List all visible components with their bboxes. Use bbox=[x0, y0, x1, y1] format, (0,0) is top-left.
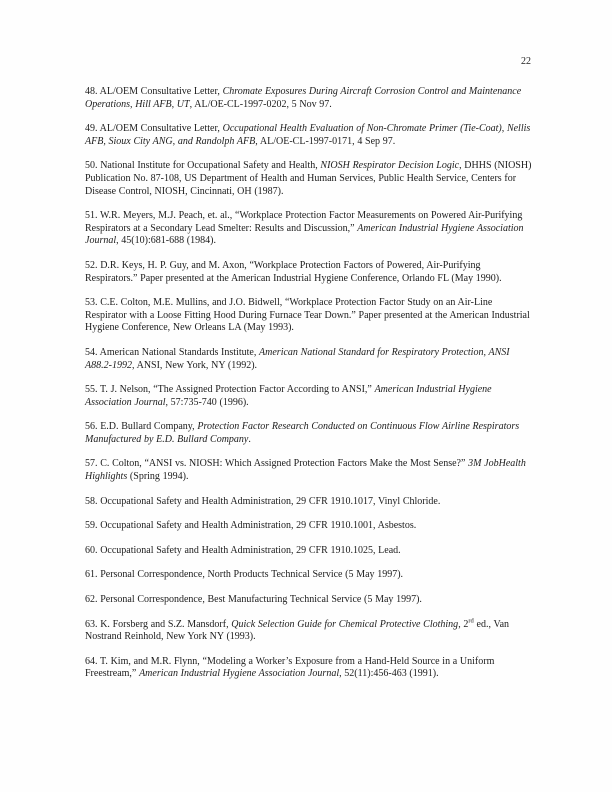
reference-text: , 57:735-740 (1996). bbox=[165, 396, 249, 408]
reference-item bbox=[85, 123, 533, 148]
reference-text: 63. K. Forsberg and S.Z. Mansdorf, bbox=[85, 618, 232, 630]
references-list bbox=[85, 86, 533, 693]
reference-title-italic: American National Standard for Respiratory Protection, ANSI A88.2-1992 bbox=[85, 346, 510, 371]
reference-text: , ANSI, New York, NY (1992). bbox=[131, 359, 258, 371]
page-number: 22 bbox=[521, 56, 531, 67]
reference-title-italic: American Industrial Hygiene Association Journal bbox=[85, 222, 524, 247]
reference-text: 48. AL/OEM Consultative Letter, bbox=[85, 86, 223, 97]
reference-title-italic: American Industrial Hygiene Association Journal bbox=[139, 668, 340, 680]
reference-text: 64. T. Kim, and M.R. Flynn, “Modeling a Worker’s Exposure from a Hand-Held Source in a Uniform Freestream,” bbox=[85, 655, 495, 680]
reference-item bbox=[85, 347, 533, 372]
reference-text: ed., Van Nostrand Reinhold, New York NY (1993). bbox=[85, 618, 510, 643]
reference-item bbox=[85, 619, 533, 644]
reference-item bbox=[85, 421, 533, 446]
reference-item bbox=[85, 384, 533, 409]
reference-title-italic: 3M JobHealth Highlights bbox=[85, 458, 526, 483]
reference-item bbox=[85, 260, 533, 285]
reference-text: 61. Personal Correspondence, North Products Technical Service (5 May 1997). bbox=[85, 569, 404, 581]
reference-text: , AL/OE-CL-1997-0171, 4 Sep 97. bbox=[255, 135, 396, 147]
reference-item bbox=[85, 86, 533, 111]
reference-text: , 2 bbox=[458, 618, 469, 630]
reference-text: , 45(10):681-688 (1984). bbox=[116, 235, 216, 247]
reference-text: (Spring 1994). bbox=[127, 471, 189, 483]
reference-text: 60. Occupational Safety and Health Administration, 29 CFR 1910.1025, Lead. bbox=[85, 544, 401, 556]
reference-title-italic: Quick Selection Guide for Chemical Protective Clothing bbox=[231, 618, 459, 630]
reference-item bbox=[85, 496, 533, 509]
reference-text: 53. C.E. Colton, M.E. Mullins, and J.O. Bidwell, “Workplace Protection Factor Study on an Air-Line Respirator with a Loose Fitting Hood During Furnace Tear Down.” Paper presented at the American Industrial Hygiene Conference, New Orleans LA (May 1993). bbox=[85, 297, 530, 334]
reference-text: 55. T. J. Nelson, “The Assigned Protection Factor According to ANSI,” bbox=[85, 384, 375, 396]
reference-text: 49. AL/OEM Consultative Letter, bbox=[85, 123, 223, 135]
reference-text: , 52(11):456-463 (1991). bbox=[339, 668, 439, 680]
reference-superscript: rd bbox=[468, 617, 474, 625]
reference-text: , DHHS (NIOSH) Publication No. 87-108, US Department of Health and Human Services, Public Health Service, Centers for Disease Control, NIOSH, Cincinnati, OH (1987). bbox=[85, 160, 532, 197]
reference-title-italic: NIOSH Respirator Decision Logic bbox=[320, 160, 460, 172]
reference-title-italic: Occupational Health Evaluation of Non-Chromate Primer (Tie-Coat), Nellis AFB, Sioux City ANG, and Randolph AFB bbox=[85, 123, 531, 147]
reference-text: 56. E.D. Bullard Company, bbox=[85, 421, 198, 433]
reference-text: 51. W.R. Meyers, M.J. Peach, et. al., “Workplace Protection Factor Measurements on Powered Air-Purifying Respirators at a Secondary Lead Smelter: Results and Discussion,” bbox=[85, 210, 523, 234]
reference-text: 54. American National Standards Institute, bbox=[85, 346, 260, 358]
reference-item bbox=[85, 569, 533, 582]
reference-text: 58. Occupational Safety and Health Administration, 29 CFR 1910.1017, Vinyl Chloride. bbox=[85, 495, 441, 507]
reference-title-italic: Chromate Exposures During Aircraft Corrosion Control and Maintenance Operations, Hill AFB, UT bbox=[85, 86, 522, 110]
reference-item bbox=[85, 520, 533, 533]
reference-item bbox=[85, 458, 533, 483]
reference-text: , AL/OE-CL-1997-0202, 5 Nov 97. bbox=[189, 98, 332, 110]
reference-item bbox=[85, 160, 533, 198]
reference-item bbox=[85, 656, 533, 681]
reference-text: . bbox=[248, 433, 251, 445]
reference-item bbox=[85, 210, 533, 248]
reference-text: 57. C. Colton, “ANSI vs. NIOSH: Which Assigned Protection Factors Make the Most Sense?” bbox=[85, 458, 469, 470]
reference-title-italic: Protection Factor Research Conducted on Continuous Flow Airline Respirators Manufactured by E.D. Bullard Company bbox=[85, 421, 520, 445]
reference-title-italic: American Industrial Hygiene Association Journal bbox=[85, 384, 492, 408]
reference-item bbox=[85, 545, 533, 558]
reference-text: 62. Personal Correspondence, Best Manufacturing Technical Service (5 May 1997). bbox=[85, 594, 422, 606]
reference-text: 52. D.R. Keys, H. P. Guy, and M. Axon, “Workplace Protection Factors of Powered, Air-Purifying Respirators.” Paper presented at the American Industrial Hygiene Conference, Orlando FL (May 1990). bbox=[85, 259, 502, 284]
reference-item bbox=[85, 594, 533, 607]
reference-text: 59. Occupational Safety and Health Administration, 29 CFR 1910.1001, Asbestos. bbox=[85, 520, 417, 532]
reference-text: 50. National Institute for Occupational Safety and Health, bbox=[85, 160, 321, 172]
reference-item bbox=[85, 297, 533, 335]
